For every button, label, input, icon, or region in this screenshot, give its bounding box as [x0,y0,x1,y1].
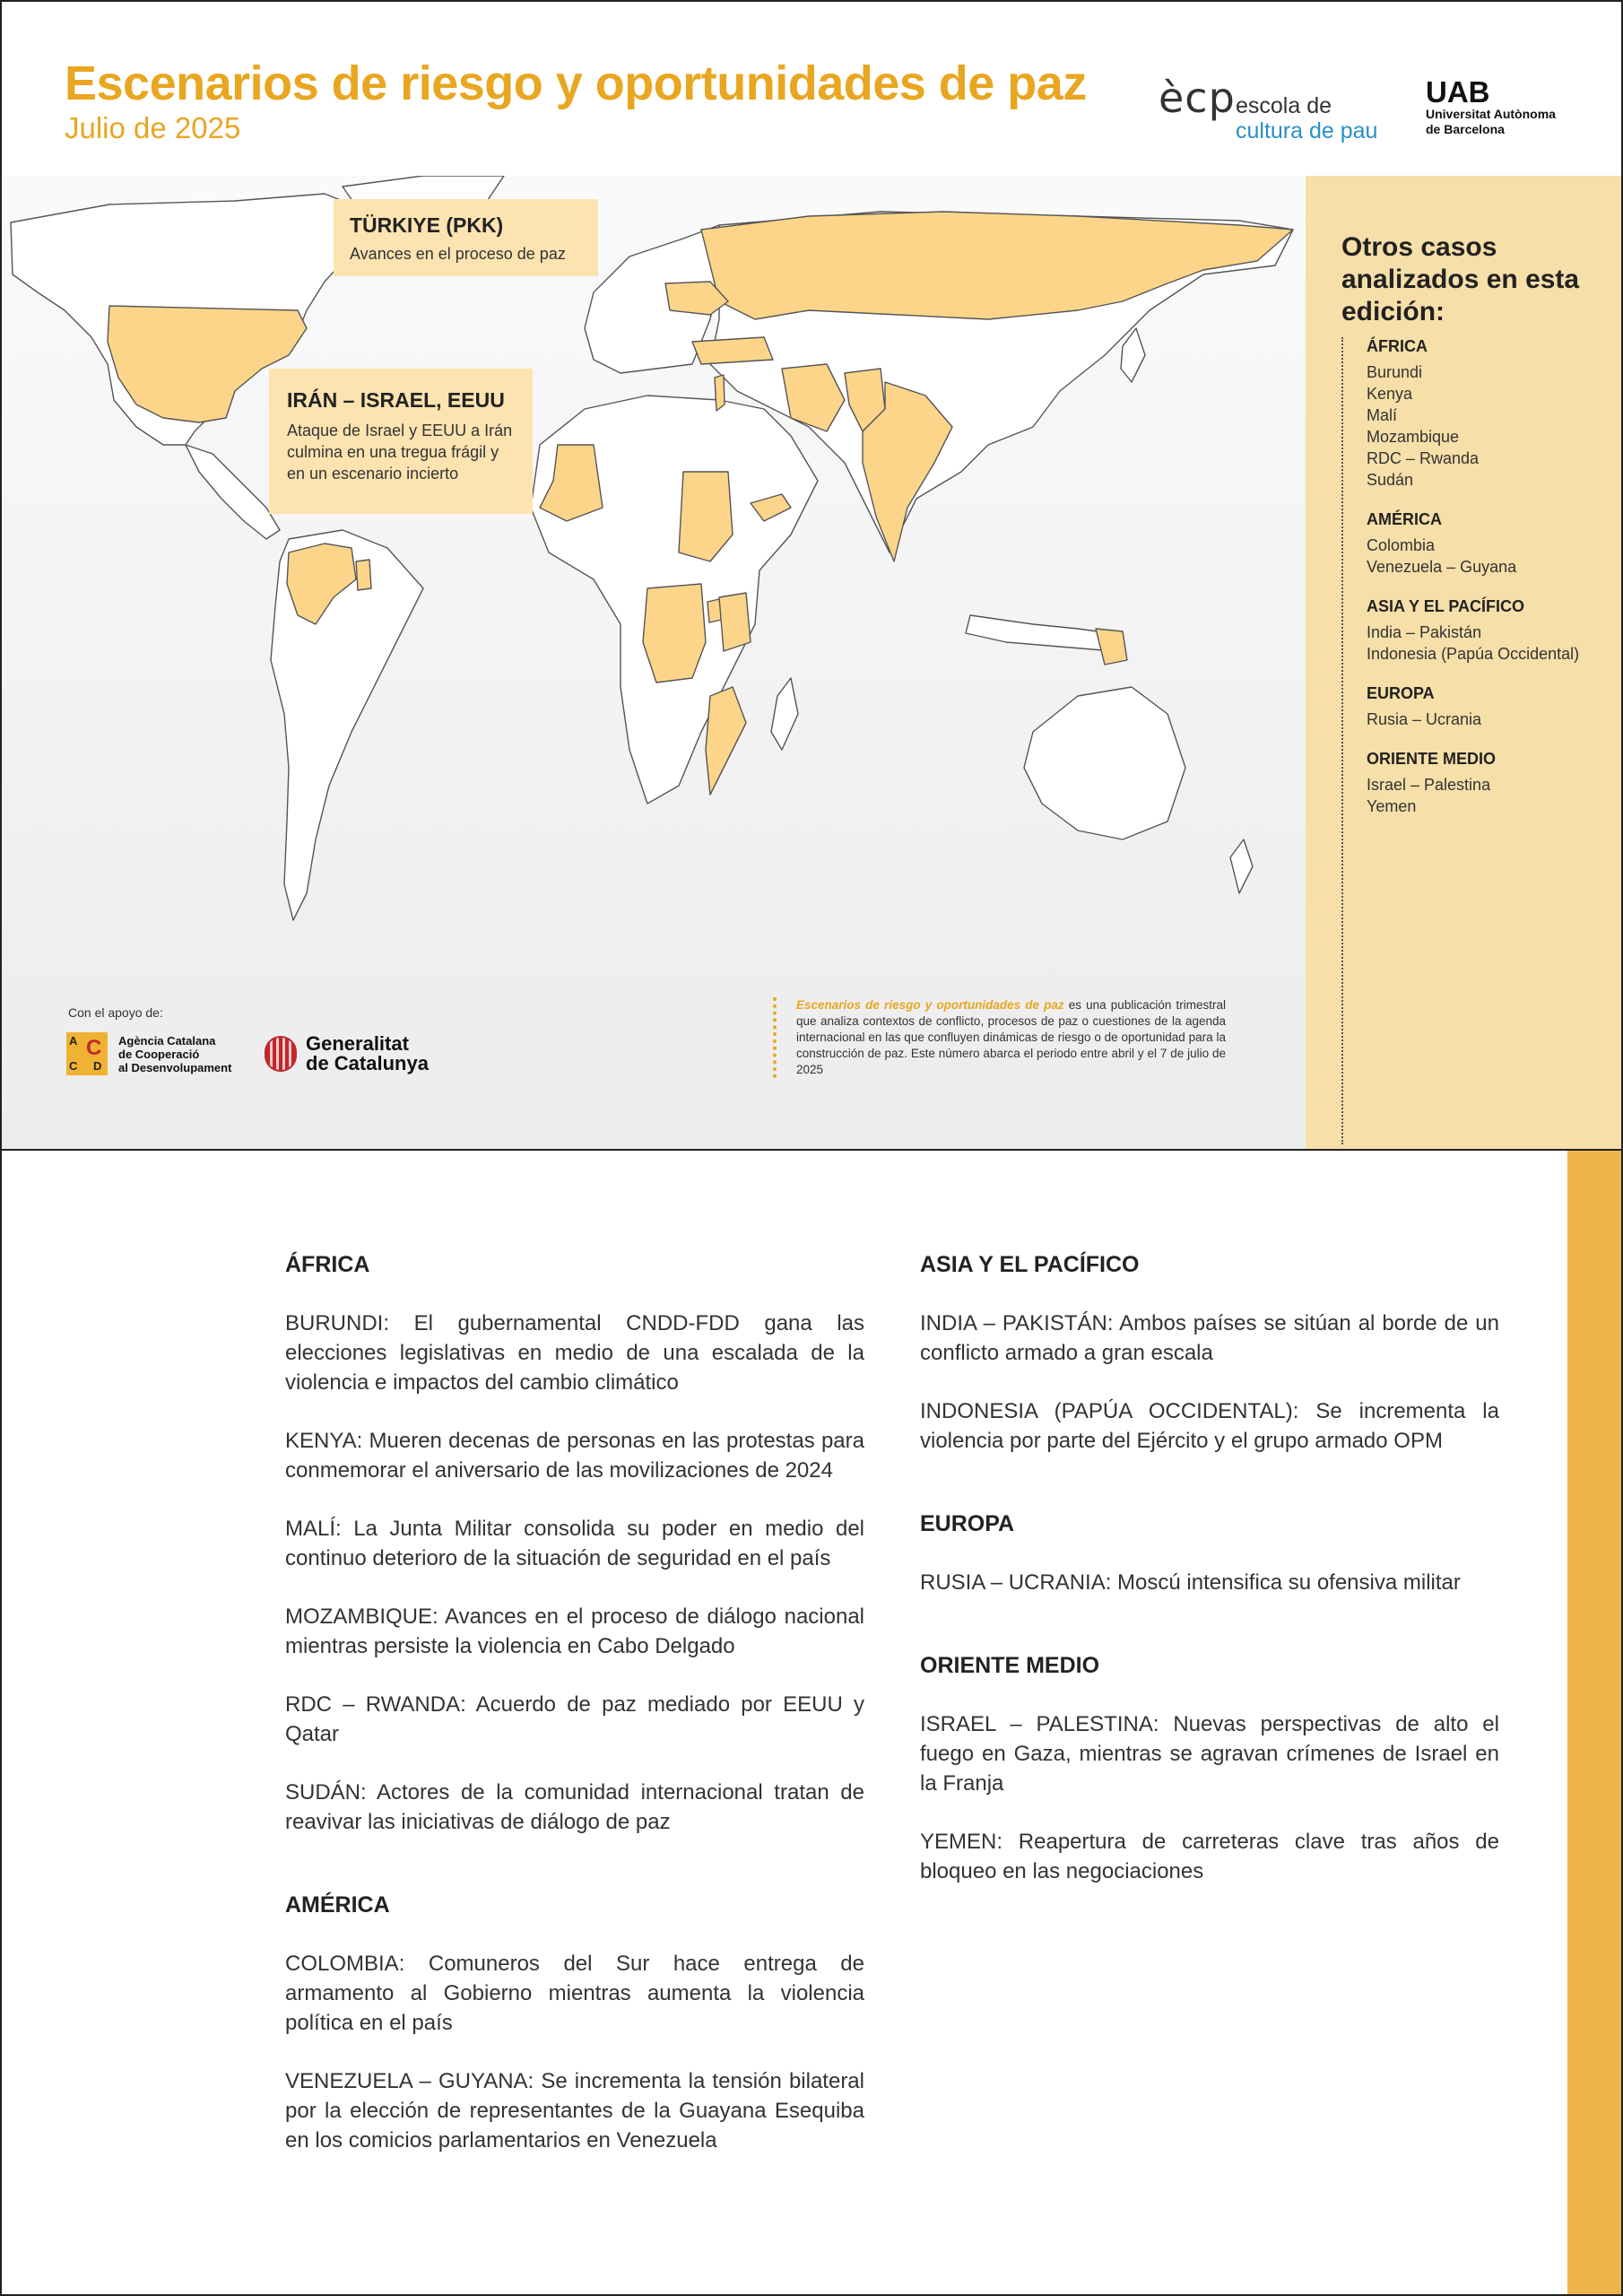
ecp-logo-mark: ècp [1159,74,1236,122]
callout-title: IRÁN – ISRAEL, EEUU [287,388,505,412]
ecp-logo-line2: cultura de pau [1236,118,1378,144]
sidebar-case-item: Israel – Palestina [1367,776,1491,794]
case-entry: VENEZUELA – GUYANA: Se incrementa la tensión bilateral por la elección de representantes de la Guayana Esequiba en los comicios parlamentarios en Venezuela [285,2069,864,2152]
europa-entries [920,1568,1499,1597]
publication-note-title: Escenarios de riesgo y oportunidades de paz [796,998,1064,1012]
asia-entries [920,1309,1499,1456]
sidebar-case-item: Mozambique [1367,428,1460,446]
accd-line3: al Desenvolupament [118,1061,232,1074]
map-highlight-drc [643,584,706,683]
uab-logo-line1: Universitat Autònoma [1426,107,1556,121]
america-entries [285,1949,864,2155]
generalitat-emblem-icon [265,1036,297,1072]
sidebar-region-heading: ÁFRICA [1367,337,1428,355]
map-highlight-mozambique [706,687,746,795]
sidebar-other-cases [1306,176,1621,1151]
generalitat-line2: de Catalunya [306,1052,429,1074]
accd-line1: Agència Catalana [118,1034,216,1048]
region-heading-america: AMÉRICA [285,1892,390,1918]
uab-logo-line2: de Barcelona [1426,122,1505,136]
case-entry: COLOMBIA: Comuneros del Sur hace entrega de armamento al Gobierno mientras aumenta la violencia política en el país [285,1952,864,2035]
publication-note-text: es una publicación trimestral que analiza contextos de conflicto, procesos de paz o cuestiones de la agenda internacional en las que confluyen dinámicas de riesgo o de oportunidad para la construcción de paz. Este número abarca el periodo entre abril y el 7 de julio de 2025 [796,998,1226,1076]
decorative-bar [1567,1151,1621,2296]
sidebar-case-item: Colombia [1367,536,1436,554]
case-entry: YEMEN: Reapertura de carreteras clave tras años de bloqueo en las negociaciones [920,1830,1499,1883]
case-entry: MOZAMBIQUE: Avances en el proceso de diálogo nacional mientras persiste la violencia en Cabo Delgado [285,1605,864,1658]
map-japan [1121,328,1145,382]
region-heading-africa: ÁFRICA [285,1252,370,1277]
header [2,2,1621,176]
map-new-zealand [1230,839,1253,893]
accd-logo [66,1032,246,1079]
sidebar-case-item: India – Pakistán [1367,623,1482,641]
sidebar-case-item: Malí [1367,406,1398,424]
world-map-area [2,176,1306,1151]
sidebar-region-heading: EUROPA [1367,684,1435,702]
ecp-logo [1159,74,1401,145]
publication-note [773,997,1226,1078]
sidebar-region-heading: AMÉRICA [1367,510,1442,528]
case-entry: RUSIA – UCRANIA: Moscú intensifica su ofensiva militar [920,1570,1461,1595]
accd-letter: C [69,1059,78,1073]
support-label: Con el apoyo de: [68,1005,163,1020]
map-central-america [186,445,280,539]
accd-line2: de Cooperació [118,1048,200,1061]
accd-letter: D [93,1059,102,1073]
page-subtitle: Julio de 2025 [65,111,241,144]
accd-letter: A [69,1034,78,1048]
sidebar-case-item: Venezuela – Guyana [1367,558,1517,576]
map-highlight-russia [701,212,1293,319]
sidebar-region-heading: ORIENTE MEDIO [1367,750,1497,768]
uab-logo [1426,77,1596,140]
sidebar-case-item: Indonesia (Papúa Occidental) [1367,645,1580,663]
case-entry: KENYA: Mueren decenas de personas en las protestas para conmemorar el aniversario de las movilizaciones de 2024 [285,1429,864,1483]
case-entry: MALÍ: La Junta Militar consolida su poder en medio del continuo deterioro de la situación de seguridad en el país [285,1517,864,1570]
uab-logo-mark: UAB [1426,75,1490,109]
map-highlight-turkey [692,337,773,364]
case-entry: INDONESIA (PAPÚA OCCIDENTAL): Se incrementa la violencia por parte del Ejército y el grupo armado OPM [920,1399,1499,1453]
oriente-entries [920,1709,1499,1886]
callout-text: Avances en el proceso de paz [350,245,566,263]
map-highlight-israel [715,375,725,411]
sidebar-case-item: Burundi [1367,363,1423,381]
case-entry: SUDÁN: Actores de la comunidad internacional tratan de reavivar las iniciativas de diálogo de paz [285,1780,864,1834]
callout-text: Ataque de Israel y EEUU a Irán culmina en una tregua frágil y en un escenario incierto [287,422,513,483]
callout-title: TÜRKIYE (PKK) [350,213,504,237]
sidebar-case-item: Rusia – Ucrania [1367,710,1482,728]
region-heading-asia: ASIA Y EL PACÍFICO [920,1252,1140,1277]
generalitat-logo [265,1032,444,1077]
case-entry: INDIA – PAKISTÁN: Ambos países se sitúan al borde de un conflicto armado a gran escala [920,1311,1499,1365]
map-highlight-kenya [719,593,751,651]
region-heading-europa: EUROPA [920,1511,1015,1536]
sidebar-case-item: Yemen [1367,797,1417,815]
case-entry: BURUNDI: El gubernamental CNDD-FDD gana las elecciones legislativas en medio de una escalada de la violencia e impactos del cambio climático [285,1311,864,1395]
callout-turkiye [334,199,598,276]
map-madagascar [771,678,798,750]
africa-entries [285,1309,864,1837]
map-australia [1024,687,1185,839]
sidebar-case-item: Kenya [1367,385,1413,403]
page-title: Escenarios de riesgo y oportunidades de paz [65,57,1087,110]
ecp-logo-line1: escola de [1236,93,1332,118]
sidebar-title: Otros casos analizados en esta edición: [1341,232,1580,326]
sidebar-case-item: RDC – Rwanda [1367,449,1480,467]
map-highlight-papua [1096,629,1127,665]
accd-logo-mark [66,1032,108,1075]
generalitat-line1: Generalitat [306,1032,409,1055]
sidebar-case-item: Sudán [1367,471,1414,489]
accd-letter: C [86,1036,102,1060]
region-heading-oriente-medio: ORIENTE MEDIO [920,1653,1100,1678]
sidebar-region-heading: ASIA Y EL PACÍFICO [1367,597,1525,615]
case-entry: ISRAEL – PALESTINA: Nuevas perspectivas de alto el fuego en Gaza, mientras se agravan crímenes de Israel en la Franja [920,1712,1499,1796]
column-right [920,1252,1499,1915]
case-entry: RDC – RWANDA: Acuerdo de paz mediado por EEUU y Qatar [285,1692,864,1746]
callout-iran-israel [269,369,533,514]
sidebar-list [1341,337,1610,1144]
map-highlight-guyana [356,560,371,590]
back-page [0,1149,1623,2296]
column-left [285,1252,864,2184]
